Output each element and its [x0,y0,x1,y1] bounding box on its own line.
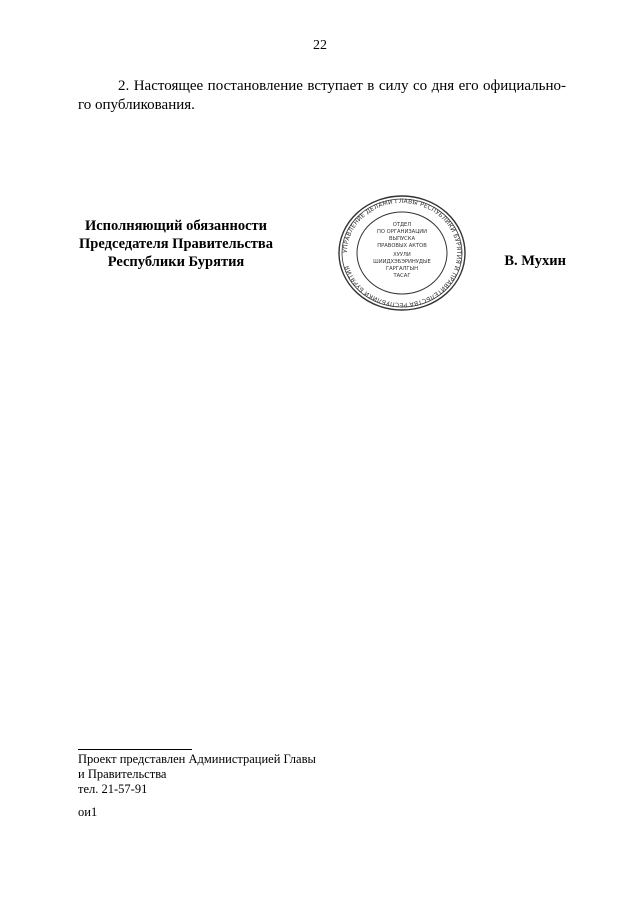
seal-center-line: ВЫПУСКА [388,236,416,242]
seal-center-line: ОТДЕЛ [392,222,412,228]
document-code: ои1 [78,805,98,819]
paragraph-line-1: 2. Настоящее постановление вступает в силу со дня его официально- [118,78,566,94]
signatory-title [70,217,282,271]
signatory-title-line: Исполняющий обязанности [84,218,268,234]
page-number: 22 [313,38,327,53]
seal-center-line: ПО ОРГАНИЗАЦИИ [376,229,428,235]
paragraph-line-2: го опубликования. [78,97,195,113]
seal-center-line: ГАРГАЛГЫН [385,266,419,272]
seal-center-line: ХУУЛИ [393,252,411,258]
signatory-name: В. Мухин [504,253,566,269]
signatory-title-line: Республики Бурятия [107,254,245,270]
footnote-divider [78,749,192,750]
seal-center-line: ТАСАГ [393,273,411,279]
footnote-line: тел. 21-57-91 [78,782,148,796]
footnote [78,752,316,797]
footnote-line: Проект представлен Администрацией Главы [78,752,316,766]
seal-center-line: ПРАВОВЫХ АКТОВ [377,243,427,249]
signatory-title-line: Председателя Правительства [79,236,273,252]
official-seal [338,195,466,311]
seal-outer-text: УПРАВЛЕНИЕ ДЕЛАМИ ГЛАВЫ РЕСПУБЛИКИ БУРЯТИЯ И ПРАВИТЕЛЬСТВА РЕСПУБЛИКИ БУРЯТИЯ [341,197,463,309]
seal-center-line: ШИИДХЭБЭРИНУДЫЕ [373,259,431,265]
footnote-line: и Правительства [78,767,167,781]
